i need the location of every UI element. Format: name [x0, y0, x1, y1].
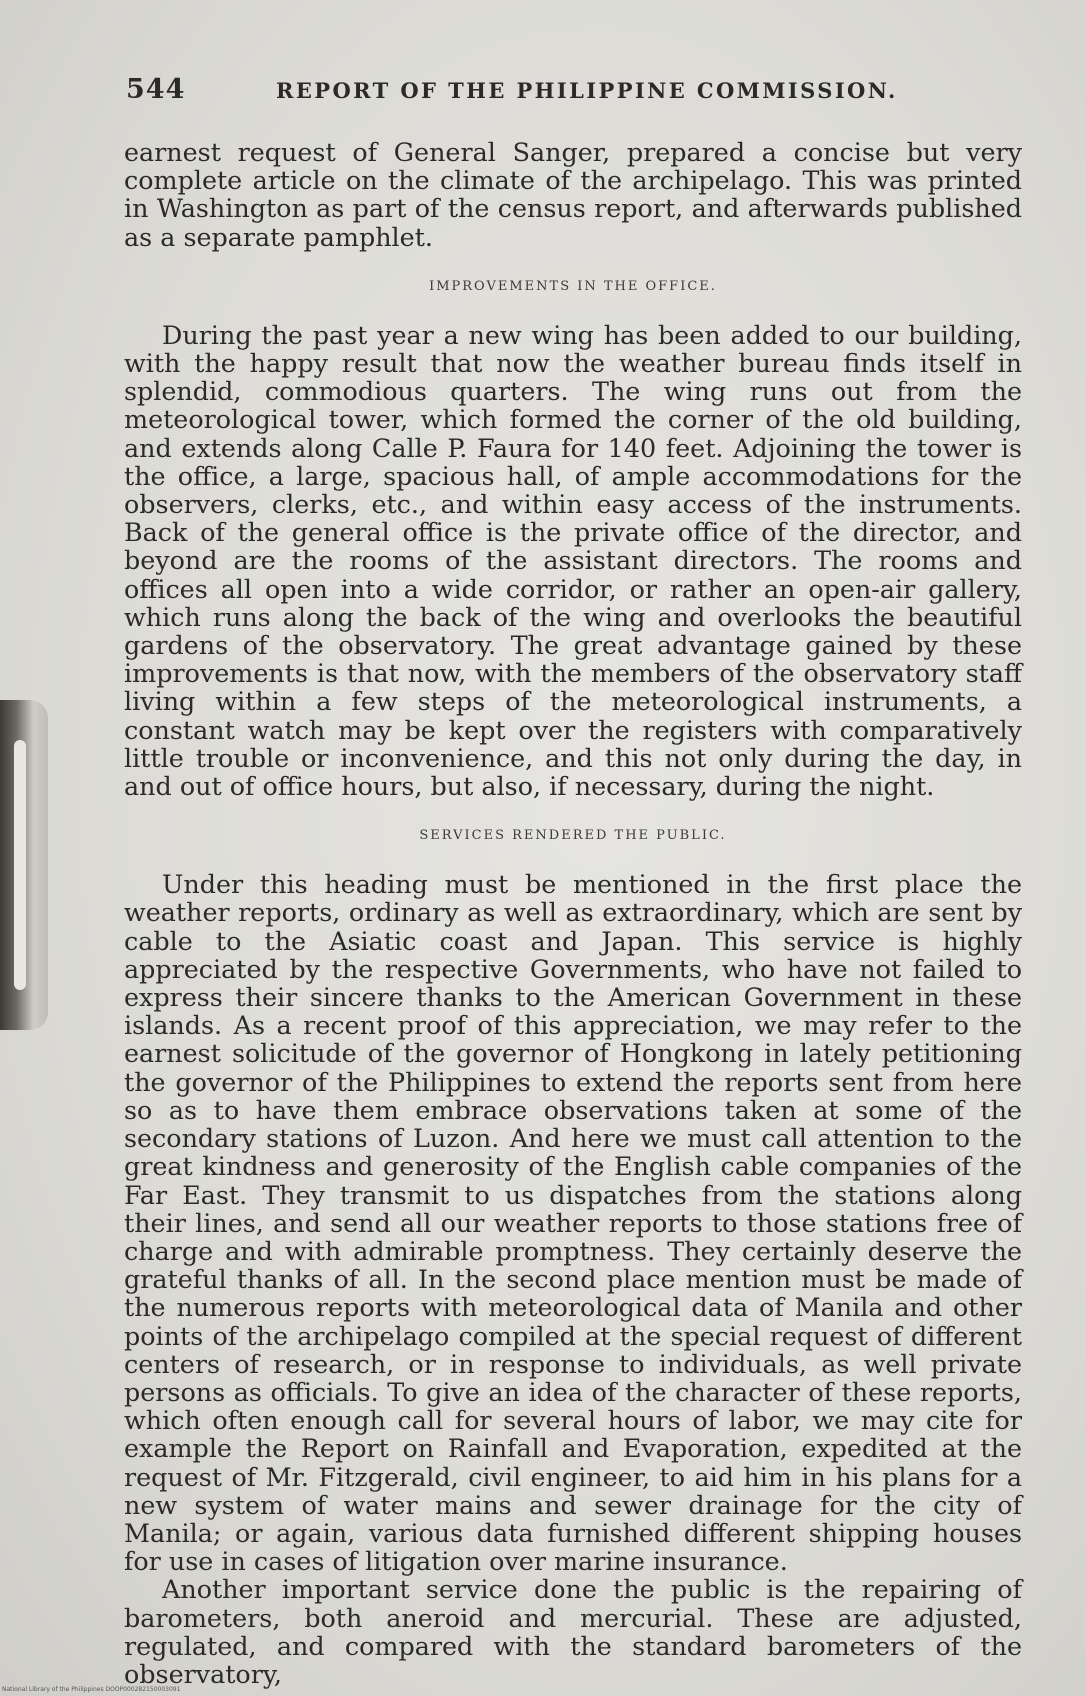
paragraph-improvements: During the past year a new wing has been added to our building, with the happy result that now the weather bureau finds itself in splendid, commodious quarters. The wing runs out from the meteorological tower, which formed the corner of the old building, and extends along Calle P. Faura for 140 feet. Adjoining the tower is the office, a large, spacious hall, of ample accommodations for the observers, clerks, etc., and within easy access of the instruments. Back of the general office is the private office of the director, and beyond are the rooms of the assistant directors. The rooms and offices all open into a wide corridor, or rather an open-air gallery, which runs along the back of the wing and overlooks the beautiful gardens of the observatory. The great advantage gained by these improvements is that now, with the members of the observatory staff living within a few steps of the meteorological instruments, a constant watch may be kept over the registers with comparatively little trouble or inconvenience, and this not only during the day, in and out of office hours, but also, if necessary, during the night. [124, 319, 1022, 802]
body-text [124, 138, 1022, 1688]
page-number: 544 [126, 74, 186, 105]
section-heading-improvements: IMPROVEMENTS IN THE OFFICE. [429, 278, 717, 294]
paragraph-continued: earnest request of General Sanger, prepared a concise but very complete article on the climate of the archipelago. This was printed in Washington as part of the census report, and afterwards published as a separate pamphlet. [124, 137, 1022, 252]
paragraph-barometers: Another important service done the public is the repairing of barometers, both aneroid and mercurial. These are adjusted, regulated, and compared with the standard barometers of the observatory, [124, 1574, 1022, 1689]
library-stamp: National Library of the Philippines DOOP000282150003091 [2, 1686, 181, 1693]
paragraph-services: Under this heading must be mentioned in the first place the weather reports, ordinary as well as extraordinary, which are sent by cable to the Asiatic coast and Japan. This service is highly appreciated by the respective Governments, who have not failed to express their sincere thanks to the American Government in these islands. As a recent proof of this appreciation, we may refer to the earnest solicitude of the governor of Hongkong in lately petitioning the governor of the Philippines to extend the reports sent from here so as to have them embrace observations taken at some of the secondary stations of Luzon. And here we must call attention to the great kindness and generosity of the English cable companies of the Far East. They transmit to us dispatches from the stations along their lines, and send all our weather reports to those stations free of charge and with admirable promptness. They certainly deserve the grateful thanks of all. In the second place mention must be made of the numerous reports with meteorological data of Manila and other points of the archipelago compiled at the special request of different centers of research, or in response to individuals, as well private persons as officials. To give an idea of the character of these reports, which often enough call for several hours of labor, we may cite for example the Report on Rainfall and Evaporation, expedited at the request of Mr. Fitzgerald, civil engineer, to aid him in his plans for a new system of water mains and sewer drainage for the city of Manila; or again, various data furnished different shipping houses for use in cases of litigation over marine insurance. [124, 869, 1022, 1577]
page-header [126, 74, 926, 114]
running-head: REPORT OF THE PHILIPPINE COMMISSION. [276, 78, 898, 103]
binding-edge-shadow [0, 700, 48, 1030]
section-heading-services: SERVICES RENDERED THE PUBLIC. [419, 828, 727, 844]
